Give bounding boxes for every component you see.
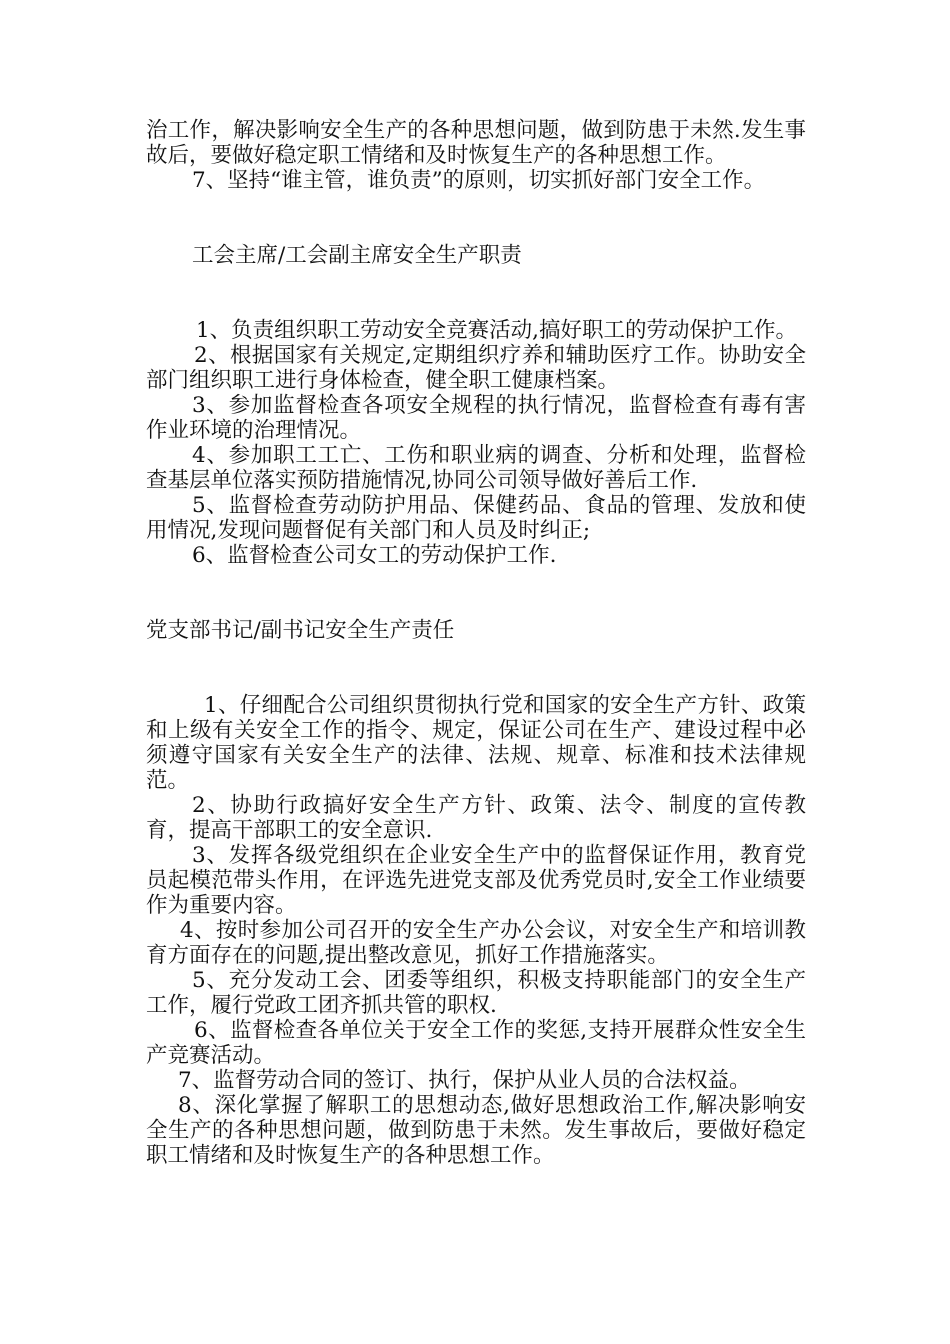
- section-title-union: 工会主席/工会副主席安全生产职责: [192, 243, 522, 268]
- list-item: 1、仔细配合公司组织贯彻执行党和国家的安全生产方针、政策和上级有关安全工作的指令、规定，保证公司在生产、建设过程中必须遵守国家有关安全生产的法律、法规、规章、标准和技术法律规范。: [146, 693, 806, 793]
- section-title-party: 党支部书记/副书记安全生产责任: [146, 618, 455, 643]
- list-item: 8、深化掌握了解职工的思想动态,做好思想政治工作,解决影响安全生产的各种思想问题，做到防患于未然。发生事故后，要做好稳定职工情绪和及时恢复生产的各种思想工作。: [146, 1093, 806, 1168]
- document-body: [146, 118, 806, 1168]
- list-item: 5、充分发动工会、团委等组织，积极支持职能部门的安全生产工作，履行党政工团齐抓共管的职权.: [146, 968, 806, 1018]
- list-item: 2、根据国家有关规定,定期组织疗养和辅助医疗工作。协助安全部门组织职工进行身体检查，健全职工健康档案。: [146, 343, 806, 393]
- list-item: 3、参加监督检查各项安全规程的执行情况，监督检查有毒有害作业环境的治理情况。: [146, 393, 806, 443]
- list-item: 4、参加职工工亡、工伤和职业病的调查、分析和处理，监督检查基层单位落实预防措施情况,协同公司领导做好善后工作.: [146, 443, 806, 493]
- list-item: 7、监督劳动合同的签订、执行，保护从业人员的合法权益。: [178, 1068, 751, 1093]
- list-item: 6、监督检查各单位关于安全工作的奖惩,支持开展群众性安全生产竞赛活动。: [146, 1018, 806, 1068]
- list-item: 5、监督检查劳动防护用品、保健药品、食品的管理、发放和使用情况,发现问题督促有关部门和人员及时纠正;: [146, 493, 806, 543]
- paragraph: 治工作，解决影响安全生产的各种思想问题，做到防患于未然.发生事故后，要做好稳定职工情绪和及时恢复生产的各种思想工作。: [146, 118, 806, 168]
- list-item: 1、负责组织职工劳动安全竞赛活动,搞好职工的劳动保护工作。: [196, 318, 798, 343]
- list-item: 6、监督检查公司女工的劳动保护工作.: [192, 543, 557, 568]
- list-item: 3、发挥各级党组织在企业安全生产中的监督保证作用，教育党员起模范带头作用，在评选先进党支部及优秀党员时,安全工作业绩要作为重要内容。: [146, 843, 806, 918]
- paragraph: 7、坚持“谁主管，谁负责”的原则，切实抓好部门安全工作。: [192, 168, 766, 193]
- list-item: 2、协助行政搞好安全生产方针、政策、法令、制度的宣传教育，提高干部职工的安全意识.: [146, 793, 806, 843]
- list-item: 4、按时参加公司召开的安全生产办公会议，对安全生产和培训教育方面存在的问题,提出整改意见，抓好工作措施落实。: [146, 918, 806, 968]
